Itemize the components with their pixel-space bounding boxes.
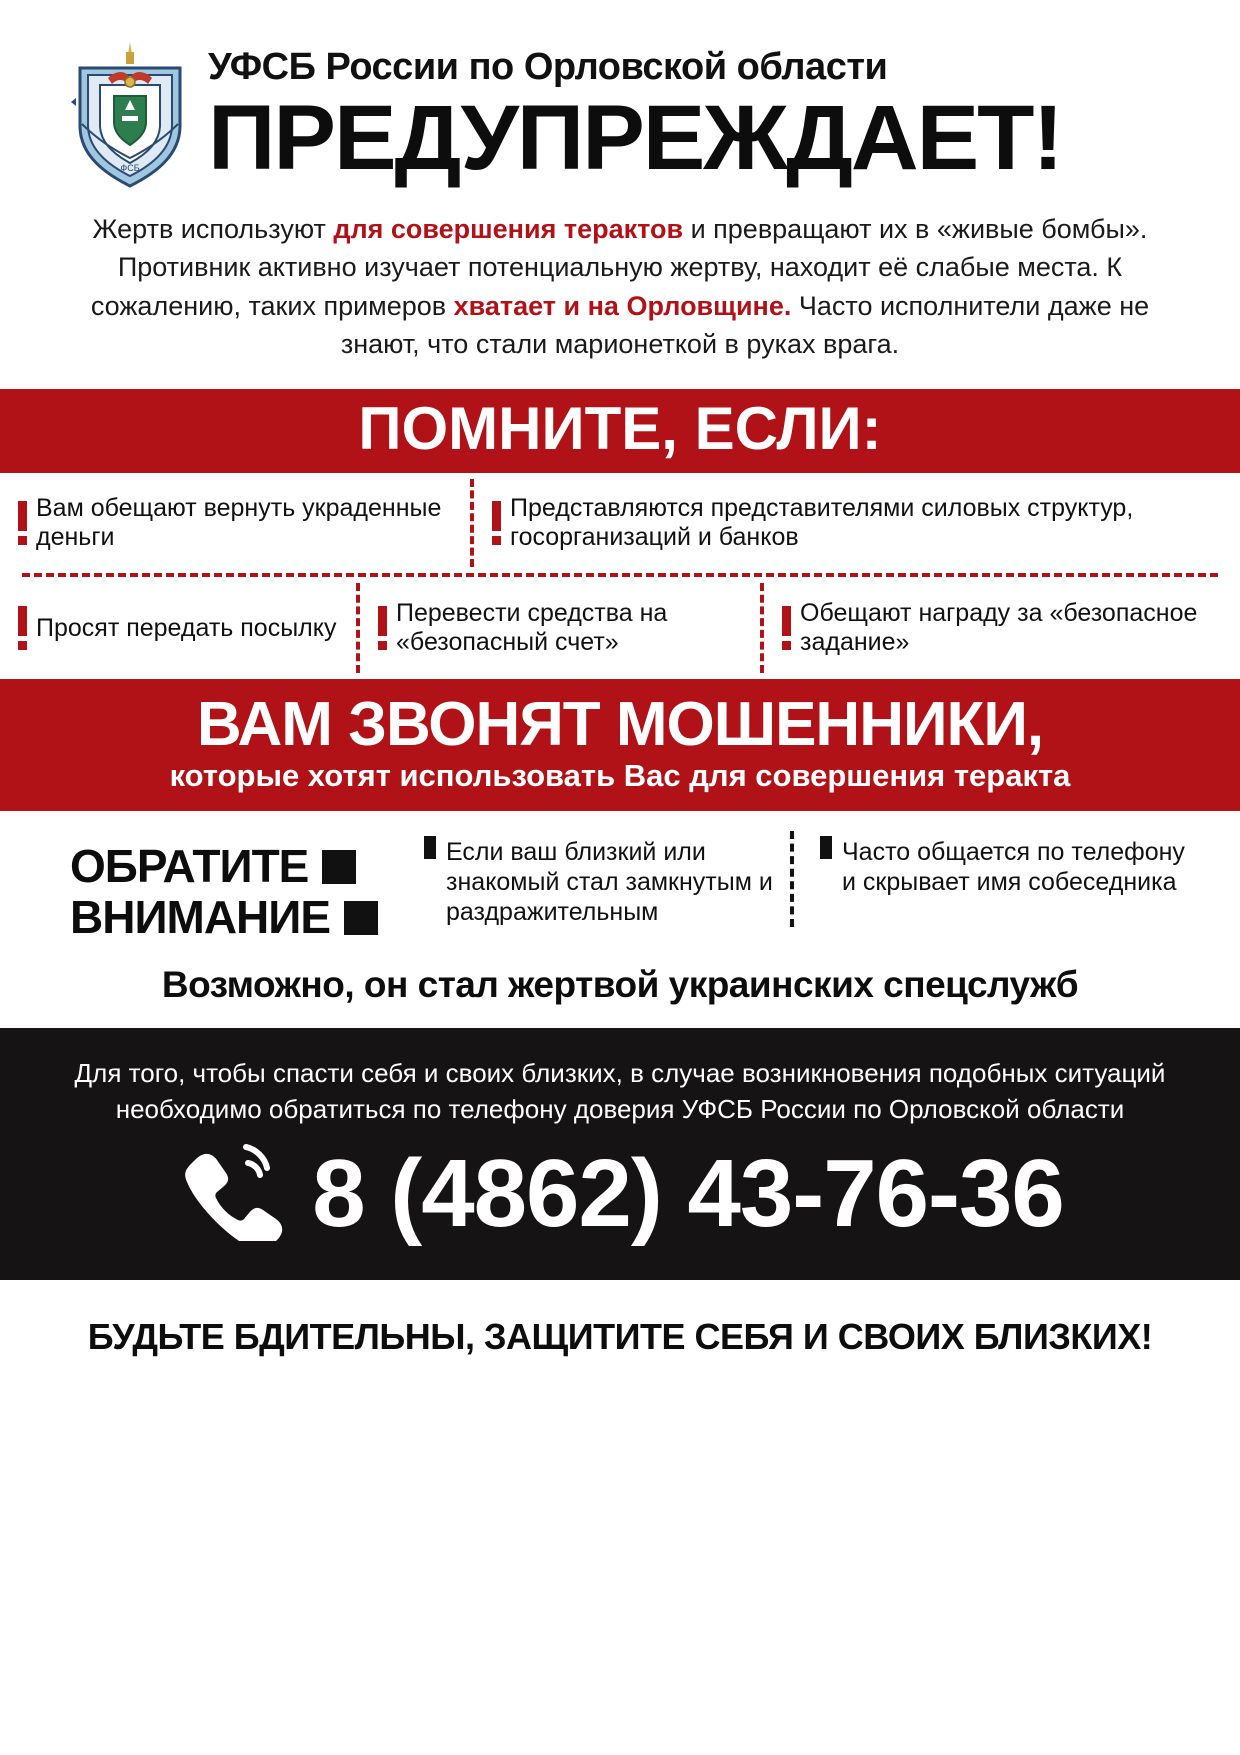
checkbox-icon — [424, 837, 436, 857]
sign-item — [474, 473, 1240, 573]
exclamation-icon — [18, 496, 27, 550]
attention-title-line2: ВНИМАНИЕ — [70, 891, 331, 944]
intro-highlight-1: для совершения терактов — [333, 214, 684, 244]
contact-section — [0, 1028, 1240, 1281]
checkbox-icon — [820, 837, 832, 857]
intro-part1: Жертв используют — [92, 214, 334, 244]
sign-text: Просят передать посылку — [36, 613, 337, 642]
exclamation-icon — [378, 601, 387, 655]
signs-grid — [0, 473, 1240, 679]
sign-item — [0, 577, 356, 679]
signs-row — [0, 473, 1240, 573]
callers-subline: которые хотят использовать Вас для совершения теракта — [169, 757, 1071, 793]
phone-row — [60, 1141, 1180, 1246]
attention-section — [0, 811, 1240, 944]
attention-item-text: Часто общается по телефону и скрывает имя собеседника — [842, 837, 1185, 896]
attention-conclusion: Возможно, он стал жертвой украинских спецслужб — [161, 963, 1079, 1005]
poster-header — [0, 0, 1240, 188]
org-title: УФСБ России по Орловской области — [208, 46, 888, 88]
intro-part2: и превращают их в «живые бомбы». Противник активно изучает потенциальную жертву, находит её слабые места. К сожалению, таких примеров — [90, 214, 1148, 321]
attention-item-text: Если ваш близкий или знакомый стал замкнутым и раздражительным — [446, 837, 773, 926]
contact-note: Для того, чтобы спасти себя и своих близких, в случае возникновения подобных ситуаций необходимо обратиться по телефону доверия УФСБ России по Орловской области — [74, 1057, 1166, 1124]
footer-slogan: БУДЬТЕ БДИТЕЛЬНЫ, ЗАЩИТИТЕ СЕБЯ И СВОИХ БЛИЗКИХ! — [87, 1316, 1153, 1358]
exclamation-icon — [782, 601, 791, 655]
square-bullet-icon — [344, 901, 378, 935]
square-bullet-icon — [322, 850, 356, 884]
callers-headline: ВАМ ЗВОНЯТ МОШЕННИКИ, — [196, 690, 1044, 760]
intro-highlight-2: хватает и на Орловщине. — [453, 290, 792, 321]
remember-banner: ПОМНИТЕ, ЕСЛИ: — [0, 389, 1240, 473]
attention-title-line1: ОБРАТИТЕ — [70, 839, 309, 892]
intro-paragraph — [0, 188, 1240, 389]
signs-row — [0, 577, 1240, 679]
sign-text: Представляются представителями силовых структур, госорганизаций и банков — [510, 493, 1134, 552]
exclamation-icon — [492, 496, 501, 550]
sign-text: Обещают награду за «безопасное задание» — [800, 598, 1198, 657]
svg-text:ФСБ: ФСБ — [120, 163, 140, 173]
callers-banner — [0, 679, 1240, 810]
attention-items — [378, 837, 1212, 927]
header-titles — [190, 28, 1200, 189]
phone-number[interactable]: 8 (4862) 43-76-36 — [312, 1139, 1064, 1247]
attention-title — [70, 837, 378, 944]
sign-item — [0, 473, 470, 573]
exclamation-icon — [18, 601, 27, 655]
attention-item — [794, 837, 1212, 927]
sign-item — [764, 577, 1240, 679]
sign-text: Перевести средства на «безопасный счет» — [396, 598, 668, 657]
sign-text: Вам обещают вернуть украденные деньги — [36, 493, 442, 552]
attention-item — [408, 837, 790, 927]
sign-item — [360, 577, 760, 679]
fsb-emblem — [70, 38, 190, 188]
warning-word: ПРЕДУПРЕЖДАЕТ! — [208, 87, 1062, 189]
phone-ringing-icon — [176, 1141, 286, 1246]
intro-part3: Часто исполнители даже не знают, что стали марионеткой в руках врага. — [340, 290, 1150, 359]
